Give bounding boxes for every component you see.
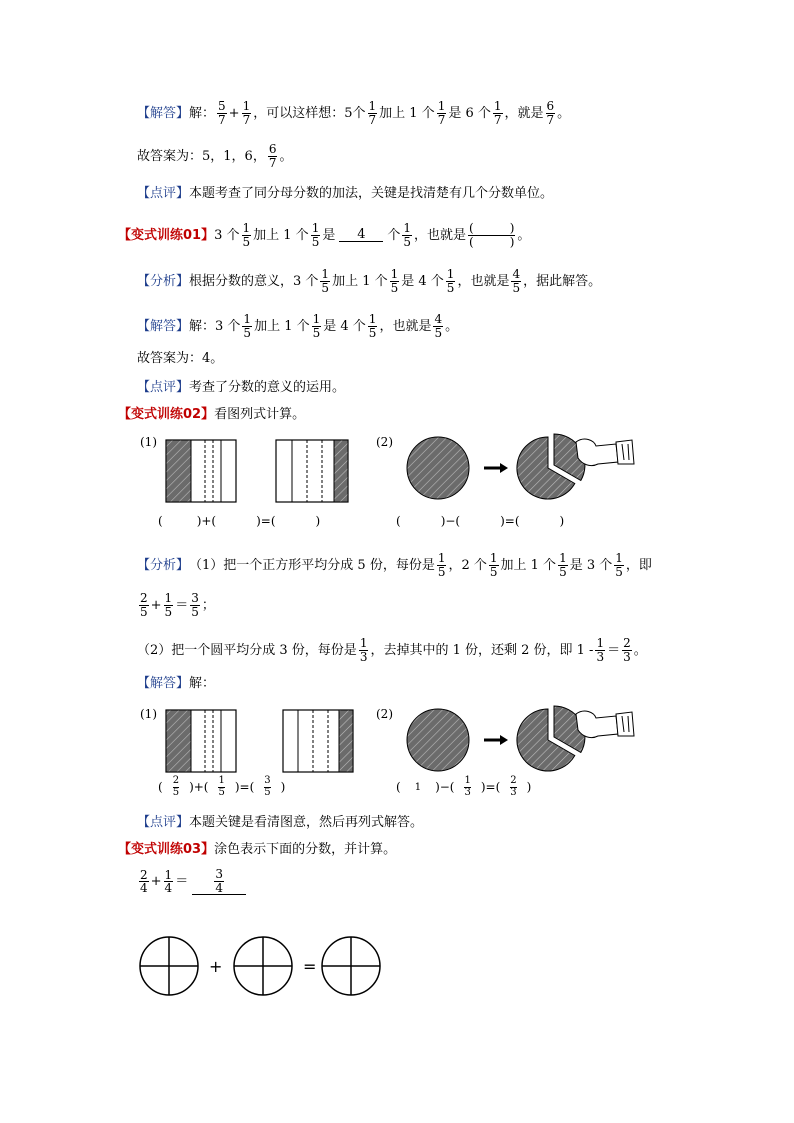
tag-dianping: 【点评】 — [137, 186, 190, 201]
fraction: 1 5 — [311, 221, 320, 249]
circle-full — [407, 437, 469, 499]
hand-icon — [576, 711, 634, 738]
ex01-analysis: 【分析】 根据分数的意义，3 个 1 5 加上 1 个 1 5 是 4 个 1 5 ，也就是 4 5 ，据此解答。 — [137, 267, 602, 295]
svg-text:(2): (2) — [376, 707, 393, 721]
ex01-question: 【变式训练01】 3 个 1 5 加上 1 个 1 5 是 4 个 1 5 ，也就是 ( ) ( ) 。 — [118, 221, 531, 249]
fraction: 3 5 — [264, 775, 271, 798]
circle-quarters-2[interactable] — [234, 937, 292, 995]
fraction: $\frac{1}{5}$ — [164, 591, 173, 619]
fraction: 1 3 — [596, 636, 605, 664]
fraction: 3 5 — [191, 591, 199, 619]
ex01-solution: 【解答】 解：3 个 1 5 加上 1 个 1 5 是 4 个 1 5 ，也就是 4 5 。 — [137, 312, 459, 340]
figure-svg-solution — [138, 700, 638, 780]
fraction: 1 5 — [437, 551, 446, 579]
ex02-solution-caption-1: ( 2 5 )+( 1 5 )=( 3 5 ) — [158, 775, 286, 798]
ex01-answer: 故答案为：4。 — [137, 351, 224, 366]
fraction: 1 3 — [464, 775, 471, 798]
answer-blank[interactable]: 4 — [339, 228, 383, 242]
fraction: 1 5 — [489, 551, 498, 579]
fraction: 1 7 — [493, 99, 502, 127]
fraction: 1 5 — [615, 551, 623, 579]
fig2-label: (2) — [376, 435, 393, 449]
equals-sign: = — [303, 957, 317, 976]
fraction: 1 5 — [243, 312, 252, 340]
ex03-question: 【变式训练03】 涂色表示下面的分数，并计算。 — [118, 842, 397, 857]
ex02-analysis-1: 【分析】 （1）把一个正方形平均分成 5 份，每份是 1 5 ，2 个 1 5 加上 1 个 1 5 是 3 个 1 5 ，即 — [137, 551, 652, 579]
ex02-solution-caption-2: ( 1 )−( 1 3 )=( 2 3 ) — [396, 775, 532, 798]
tag-dianping: 【点评】 — [137, 380, 190, 395]
fraction: 2 3 — [623, 636, 631, 664]
prev-answer-line: 故答案为：5，1，6， 6 7 。 — [137, 142, 293, 170]
fraction: 1 5 — [242, 221, 251, 249]
fraction-blank[interactable]: ( ) ( ) — [469, 221, 515, 249]
hand-icon — [576, 439, 634, 466]
square-left — [166, 440, 236, 502]
tag-bianshi02: 【变式训练02】 — [118, 407, 215, 422]
fraction: 1 5 — [368, 312, 377, 340]
fraction: $\frac{1}{4}$ — [164, 867, 173, 896]
arrow-icon — [484, 463, 508, 473]
arrow-icon — [484, 735, 508, 745]
square-left — [166, 710, 236, 772]
ex02-caption-2: ( )−( )=( ) — [396, 514, 565, 528]
circle-quarters-1[interactable] — [140, 937, 198, 995]
fraction: 4 5 — [512, 267, 521, 295]
fraction: 5 7 — [218, 99, 226, 127]
tag-fenxi: 【分析】 — [137, 273, 190, 289]
ex02-question: 【变式训练02】 看图列式计算。 — [118, 407, 306, 422]
fraction: 1 5 — [390, 267, 399, 295]
svg-text:(1): (1) — [140, 707, 157, 721]
ex02-solution: 【解答】 解： — [137, 676, 216, 691]
fraction: 6 7 — [546, 99, 555, 127]
square-right — [283, 710, 353, 772]
ex02-comment: 【点评】 本题关键是看清图意，然后再列式解答。 — [137, 815, 424, 830]
fraction: $\frac{1}{7}$ — [242, 99, 251, 127]
fraction: 6 7 — [268, 142, 277, 170]
fraction: 2 3 — [510, 775, 517, 798]
ex02-figure-solution — [138, 700, 638, 780]
circle-cut — [517, 706, 585, 771]
fraction: $\frac{3}{4}$ — [215, 867, 224, 895]
fraction: 1 7 — [437, 99, 446, 127]
tag-bianshi03: 【变式训练03】 — [118, 842, 215, 857]
ex02-analysis-2: （2）把一个圆平均分成 3 份，每份是 1 3 ，去掉其中的 1 份，还剩 2 份，即 1 - 1 3 ＝ 2 3 。 — [137, 636, 647, 664]
plus-sign: + — [209, 957, 223, 976]
tag-fenxi: 【分析】 — [137, 557, 190, 573]
fraction: 2 5 — [140, 591, 148, 619]
fig1-label: (1) — [140, 435, 157, 449]
ex02-analysis-eq: 2 5 + $\frac{1}{5}$ ＝ 3 5 ； — [140, 591, 215, 619]
fraction: 1 5 — [218, 775, 225, 798]
ex03-equation: 2 4 + $\frac{1}{4}$ ＝ $\frac{3}{4}$ — [137, 868, 246, 895]
fraction: 4 5 — [434, 312, 443, 340]
tag-dianping: 【点评】 — [137, 815, 190, 830]
tag-jieda: 【解答】 — [137, 676, 190, 691]
prev-solution-line: 【解答】 解： 5 7 + $\frac{1}{7}$ ，可以这样想：5个 1 7 加上 1 个 1 7 是 6 个 1 7 ，就是 6 7 。 — [137, 99, 571, 127]
square-right — [276, 440, 348, 502]
ex03-circles — [136, 935, 386, 999]
fraction: 1 5 — [312, 312, 321, 340]
tag-jieda: 【解答】 — [137, 318, 190, 334]
fraction: 1 5 — [446, 267, 455, 295]
ex02-caption-1: ( )+( )=( ) — [158, 514, 321, 528]
fraction: 1 5 — [559, 551, 567, 579]
tag-jieda: 【解答】 — [137, 105, 190, 121]
fraction: 1 3 — [359, 636, 368, 664]
circle-full — [407, 709, 469, 771]
fraction: 1 7 — [368, 99, 377, 127]
circles-svg — [136, 935, 386, 999]
fraction: 2 5 — [172, 775, 180, 798]
answer-blank[interactable] — [192, 868, 246, 895]
prev-comment-line: 【点评】 本题考查了同分母分数的加法，关键是找清楚有几个分数单位。 — [137, 186, 554, 201]
circle-quarters-3[interactable] — [322, 937, 380, 995]
fraction: 1 5 — [321, 267, 330, 295]
circle-cut — [517, 434, 585, 499]
fraction: 1 5 — [403, 221, 411, 249]
fraction: 2 4 — [140, 867, 148, 896]
ex01-comment: 【点评】 考查了分数的意义的运用。 — [137, 380, 346, 395]
tag-bianshi01: 【变式训练01】 — [118, 227, 215, 243]
